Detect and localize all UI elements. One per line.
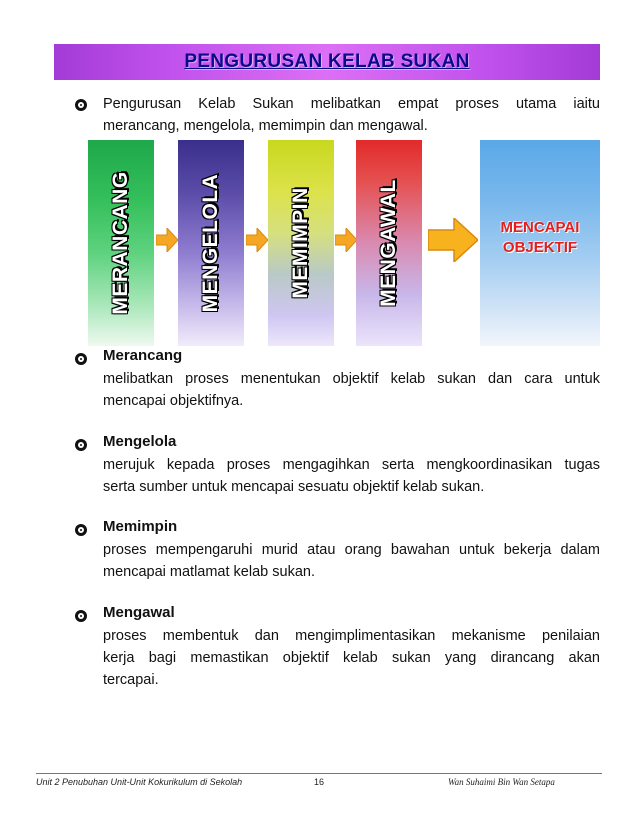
bullet-icon	[75, 439, 89, 453]
section-body-merancang	[103, 368, 600, 412]
footer-page-number: 16	[314, 777, 325, 787]
block-mengelola	[178, 140, 244, 346]
block-label-memimpin: MEMIMPIN	[289, 187, 312, 299]
arrow-icon	[246, 228, 268, 252]
arrow-icon	[335, 228, 357, 252]
section-body-memimpin	[103, 539, 600, 583]
arrow-icon	[156, 228, 178, 252]
process-diagram	[88, 140, 600, 346]
target-label	[480, 218, 600, 258]
page-title: PENGURUSAN KELAB SUKAN	[184, 51, 470, 72]
section-body-mengelola	[103, 454, 600, 498]
bullet-icon	[75, 99, 89, 113]
body-line: proses membentuk dan mengimplimentasikan mekanisme penilaian	[103, 628, 600, 644]
body-line: tercapai.	[103, 672, 159, 688]
intro-line-1: Pengurusan Kelab Sukan melibatkan empat proses utama iaitu	[103, 96, 600, 112]
body-line: melibatkan proses menentukan objektif kelab sukan dan cara untuk	[103, 371, 600, 387]
body-line: kerja bagi memastikan objektif kelab sukan yang dirancang akan	[103, 650, 600, 666]
section-body-mengawal	[103, 625, 600, 691]
title-banner	[54, 44, 600, 80]
big-arrow-icon	[428, 218, 478, 262]
block-memimpin	[268, 140, 334, 346]
block-label-merancang: MERANCANG	[109, 171, 132, 315]
intro-line-2: merancang, mengelola, memimpin dan mengawal.	[103, 118, 428, 134]
footer-divider	[36, 773, 602, 774]
block-mengawal	[356, 140, 422, 346]
block-label-mengawal: MENGAWAL	[377, 179, 400, 307]
target-label-line-2: OBJEKTIF	[502, 239, 578, 256]
section-heading-mengawal: Mengawal	[103, 604, 175, 621]
block-merancang	[88, 140, 154, 346]
block-label-mengelola: MENGELOLA	[199, 173, 222, 313]
section-heading-memimpin: Memimpin	[103, 518, 178, 535]
section-heading-merancang: Merancang	[103, 347, 183, 364]
body-line: proses mempengaruhi murid atau orang bawahan untuk bekerja dalam	[103, 542, 600, 558]
section-heading-mengelola: Mengelola	[103, 433, 177, 450]
body-line: mencapai objektifnya.	[103, 393, 244, 409]
footer-author: Wan Suhaimi Bin Wan Setapa	[448, 777, 555, 787]
bullet-icon	[75, 610, 89, 624]
bullet-icon	[75, 353, 89, 367]
body-line: merujuk kepada proses mengagihkan serta mengkoordinasikan tugas	[103, 457, 600, 473]
bullet-icon	[75, 524, 89, 538]
body-line: mencapai matlamat kelab sukan.	[103, 564, 315, 580]
intro-paragraph	[103, 93, 600, 137]
target-block	[480, 140, 600, 346]
footer-unit-title: Unit 2 Penubuhan Unit-Unit Kokurikulum di Sekolah	[36, 777, 243, 787]
body-line: serta sumber untuk mencapai sesuatu objektif kelab sukan.	[103, 479, 485, 495]
target-label-line-1: MENCAPAI	[500, 219, 580, 236]
